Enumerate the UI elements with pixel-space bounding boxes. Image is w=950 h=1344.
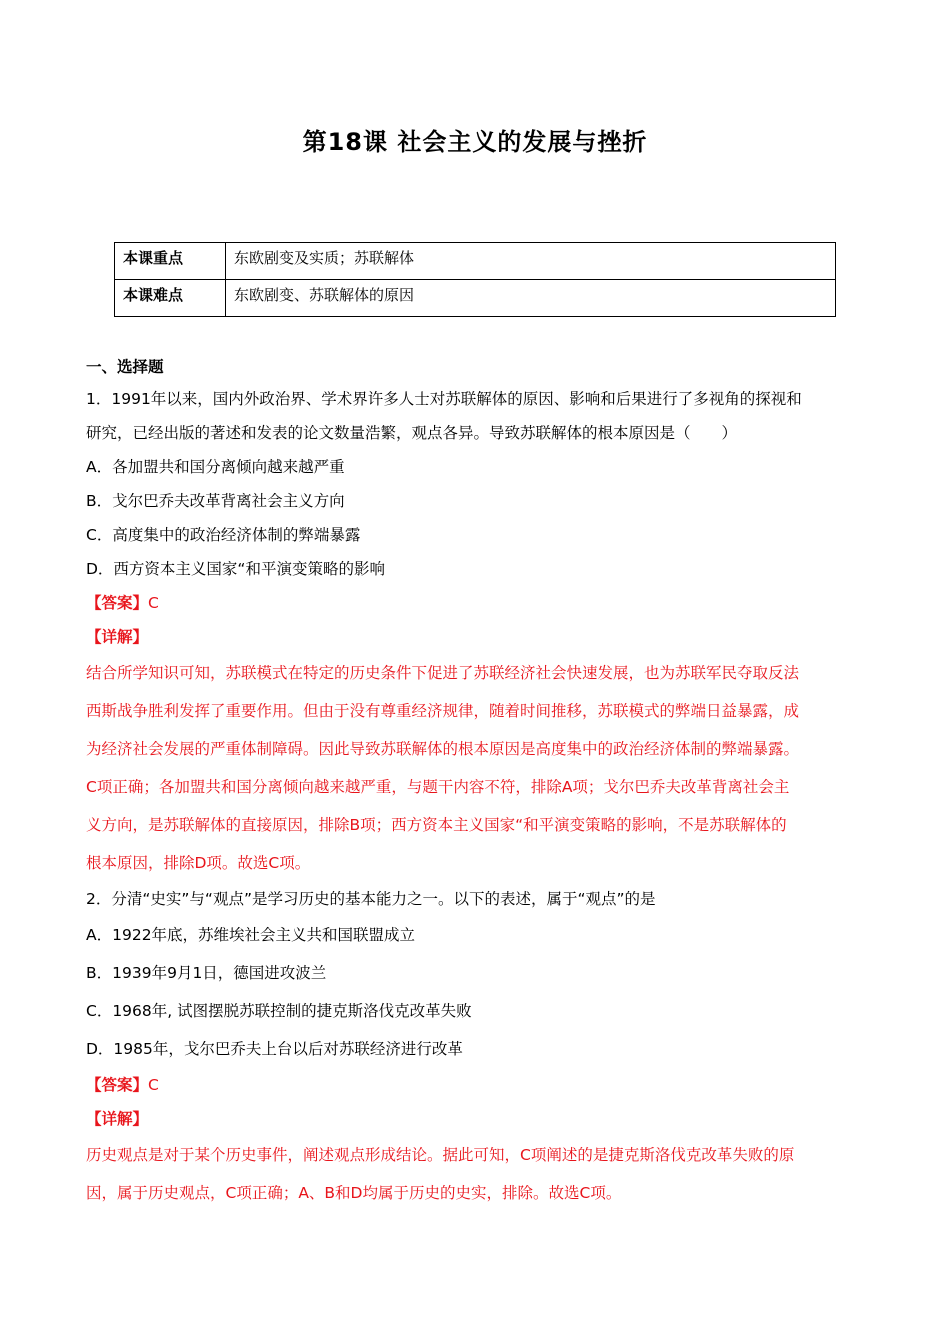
q2-explanation-line-1: 历史观点是对于某个历史事件，阐述观点形成结论。据此可知，C项阐述的是捷克斯洛伐克改革失败的原 xyxy=(86,1146,795,1164)
question-2 xyxy=(86,882,861,1212)
q1-explanation-line-6: 根本原因，排除D项。故选C项。 xyxy=(86,854,311,872)
key-points-table xyxy=(114,242,836,317)
q1-explanation-line-2: 西斯战争胜利发挥了重要作用。但由于没有尊重经济规律，随着时间推移，苏联模式的弊端日益暴露，成 xyxy=(86,702,800,720)
q2-stem: 2．分清“史实”与“观点”是学习历史的基本能力之一。以下的表述，属于“观点”的是 xyxy=(86,890,656,908)
q1-explanation-line-1: 结合所学知识可知，苏联模式在特定的历史条件下促进了苏联经济社会快速发展，也为苏联军民夺取反法 xyxy=(86,664,800,682)
key-points-row xyxy=(115,243,836,280)
q2-explanation-line-2: 因，属于历史观点，C项正确；A、B和D均属于历史的史实，排除。故选C项。 xyxy=(86,1184,622,1202)
difficult-point-label: 本课难点 xyxy=(115,280,226,317)
q1-option-c: C．高度集中的政治经济体制的弊端暴露 xyxy=(86,526,361,544)
q2-option-b: B．1939年9月1日，德国进攻波兰 xyxy=(86,964,327,982)
answer-value: C xyxy=(148,1076,159,1094)
q2-option-d: D．1985年，戈尔巴乔夫上台以后对苏联经济进行改革 xyxy=(86,1040,463,1058)
q1-stem-line-1: 1．1991年以来，国内外政治界、学术界许多人士对苏联解体的原因、影响和后果进行了多视角的探视和 xyxy=(86,390,802,408)
q2-option-a: A．1922年底，苏维埃社会主义共和国联盟成立 xyxy=(86,926,416,944)
q1-explanation-line-3: 为经济社会发展的严重体制障碍。因此导致苏联解体的根本原因是高度集中的政治经济体制的弊端暴露。 xyxy=(86,740,800,758)
section-title: 一、选择题 xyxy=(86,358,164,376)
difficult-point-value: 东欧剧变、苏联解体的原因 xyxy=(226,280,836,317)
q2-detail-label: 【详解】 xyxy=(86,1110,149,1128)
q1-detail-label: 【详解】 xyxy=(86,628,149,646)
q1-option-d: D．西方资本主义国家“和平演变策略的影响 xyxy=(86,560,385,578)
key-point-label: 本课重点 xyxy=(115,243,226,280)
q1-explanation-line-5: 义方向，是苏联解体的直接原因，排除B项；西方资本主义国家“和平演变策略的影响，不是苏联解体的 xyxy=(86,816,787,834)
questions-content xyxy=(86,352,861,1212)
q1-answer xyxy=(86,586,861,620)
difficult-points-row xyxy=(115,280,836,317)
q1-stem-line-2: 研究，已经出版的著述和发表的论文数量浩繁，观点各异。导致苏联解体的根本原因是（ ） xyxy=(86,424,738,442)
key-point-value: 东欧剧变及实质；苏联解体 xyxy=(226,243,836,280)
q2-answer xyxy=(86,1068,861,1102)
q1-explanation-line-4: C项正确；各加盟共和国分离倾向越来越严重，与题干内容不符，排除A项；戈尔巴乔夫改革背离社会主 xyxy=(86,778,790,796)
answer-value: C xyxy=(148,594,159,612)
page-title: 第18课 社会主义的发展与挫折 xyxy=(302,128,648,156)
answer-label: 【答案】 xyxy=(86,594,149,612)
q1-option-a: A．各加盟共和国分离倾向越来越严重 xyxy=(86,458,345,476)
question-1 xyxy=(86,382,861,882)
q2-option-c: C．1968年, 试图摆脱苏联控制的捷克斯洛伐克改革失败 xyxy=(86,1002,472,1020)
q1-option-b: B．戈尔巴乔夫改革背离社会主义方向 xyxy=(86,492,345,510)
answer-label: 【答案】 xyxy=(86,1076,149,1094)
